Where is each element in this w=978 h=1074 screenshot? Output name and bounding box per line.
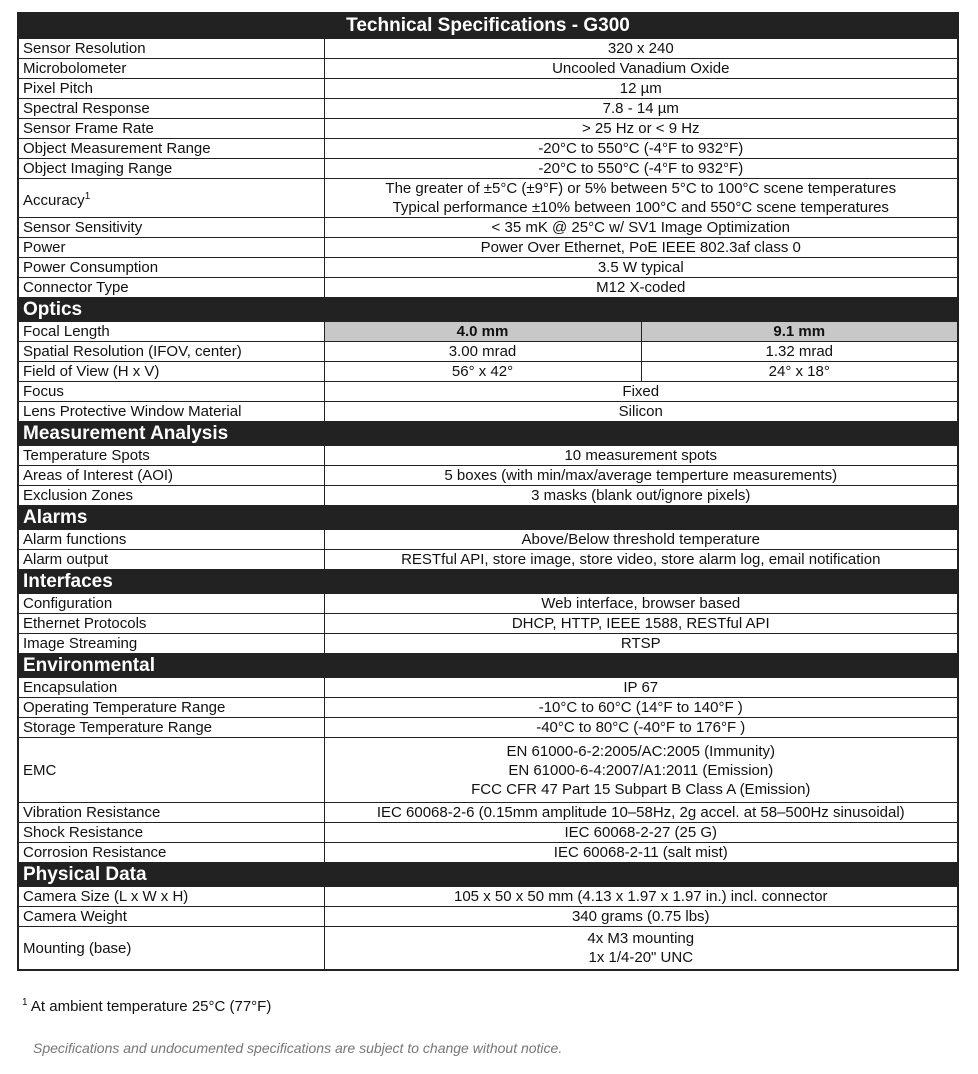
spec-label: Operating Temperature Range (18, 698, 324, 718)
spec-value: -10°C to 60°C (14°F to 140°F ) (324, 698, 958, 718)
spec-label: Camera Size (L x W x H) (18, 887, 324, 907)
spec-label: Lens Protective Window Material (18, 402, 324, 422)
spec-row (18, 258, 958, 278)
spec-row (18, 39, 958, 59)
spec-row (18, 530, 958, 550)
spec-table (17, 12, 959, 971)
spec-label: Mounting (base) (18, 927, 324, 971)
spec-value: Uncooled Vanadium Oxide (324, 59, 958, 79)
spec-row (18, 79, 958, 99)
spec-value: Power Over Ethernet, PoE IEEE 802.3af class 0 (324, 238, 958, 258)
spec-label: Sensor Resolution (18, 39, 324, 59)
spec-value: 5 boxes (with min/max/average temperture measurements) (324, 466, 958, 486)
spec-row (18, 362, 958, 382)
spec-label: Object Imaging Range (18, 159, 324, 179)
spec-value: Silicon (324, 402, 958, 422)
spec-row (18, 634, 958, 654)
spec-label: Image Streaming (18, 634, 324, 654)
title-row (18, 13, 958, 39)
spec-value: IEC 60068-2-27 (25 G) (324, 823, 958, 843)
lens-option-b: 9.1 mm (641, 322, 958, 342)
section-title: Physical Data (18, 863, 958, 887)
spec-label: Encapsulation (18, 678, 324, 698)
section-header-alarms (18, 506, 958, 530)
lens-option-a: 4.0 mm (324, 322, 641, 342)
spec-label: Shock Resistance (18, 823, 324, 843)
spec-value: 10 measurement spots (324, 446, 958, 466)
disclaimer: Specifications and undocumented specifications are subject to change without notice. (33, 1040, 563, 1056)
spec-row (18, 278, 958, 298)
spec-value: < 35 mK @ 25°C w/ SV1 Image Optimization (324, 218, 958, 238)
section-title: Measurement Analysis (18, 422, 958, 446)
spec-row (18, 238, 958, 258)
spec-row (18, 402, 958, 422)
spec-label: Sensor Sensitivity (18, 218, 324, 238)
spec-row (18, 446, 958, 466)
spec-value: Fixed (324, 382, 958, 402)
spec-label: Power Consumption (18, 258, 324, 278)
emc-line-3: FCC CFR 47 Part 15 Subpart B Class A (Emission) (471, 780, 811, 798)
spec-value: 320 x 240 (324, 39, 958, 59)
spec-label: Spatial Resolution (IFOV, center) (18, 342, 324, 362)
spec-value: DHCP, HTTP, IEEE 1588, RESTful API (324, 614, 958, 634)
spec-label: EMC (18, 738, 324, 803)
spec-label: Exclusion Zones (18, 486, 324, 506)
spec-row (18, 342, 958, 362)
spec-label: Vibration Resistance (18, 803, 324, 823)
spec-value: RESTful API, store image, store video, store alarm log, email notification (324, 550, 958, 570)
footnote (22, 997, 271, 1015)
spec-label: Alarm functions (18, 530, 324, 550)
spec-row (18, 99, 958, 119)
accuracy-line-1: The greater of ±5°C (±9°F) or 5% between 5°C to 100°C scene temperatures (385, 180, 897, 197)
section-title: Environmental (18, 654, 958, 678)
spec-value: -40°C to 80°C (-40°F to 176°F ) (324, 718, 958, 738)
spec-row (18, 59, 958, 79)
spec-value: IP 67 (324, 678, 958, 698)
spec-label: Temperature Spots (18, 446, 324, 466)
spec-label: Corrosion Resistance (18, 843, 324, 863)
section-header-environmental (18, 654, 958, 678)
spec-value: Above/Below threshold temperature (324, 530, 958, 550)
spec-row (18, 139, 958, 159)
spec-value: RTSP (324, 634, 958, 654)
section-header-optics (18, 298, 958, 322)
spec-row (18, 698, 958, 718)
mounting-line-1: 4x M3 mounting (587, 930, 695, 947)
spec-label: Power (18, 238, 324, 258)
spec-value: 105 x 50 x 50 mm (4.13 x 1.97 x 1.97 in.) incl. connector (324, 887, 958, 907)
spec-label: Focus (18, 382, 324, 402)
spec-value: 1.32 mrad (641, 342, 958, 362)
spec-value: Web interface, browser based (324, 594, 958, 614)
emc-row (18, 738, 958, 803)
spec-label: Connector Type (18, 278, 324, 298)
spec-label: Field of View (H x V) (18, 362, 324, 382)
spec-value: 340 grams (0.75 lbs) (324, 907, 958, 927)
spec-label: Ethernet Protocols (18, 614, 324, 634)
emc-line-1: EN 61000-6-2:2005/AC:2005 (Immunity) (506, 742, 775, 760)
spec-value: -20°C to 550°C (-4°F to 932°F) (324, 159, 958, 179)
accuracy-row (18, 179, 958, 218)
spec-value: 3 masks (blank out/ignore pixels) (324, 486, 958, 506)
spec-row (18, 594, 958, 614)
spec-label: Storage Temperature Range (18, 718, 324, 738)
section-header-interfaces (18, 570, 958, 594)
spec-value: 56° x 42° (324, 362, 641, 382)
spec-row (18, 322, 958, 342)
spec-row (18, 550, 958, 570)
emc-line-2: EN 61000-6-4:2007/A1:2011 (Emission) (508, 761, 774, 779)
spec-row (18, 614, 958, 634)
spec-value: 3.5 W typical (324, 258, 958, 278)
footnote-text: At ambient temperature 25°C (77°F) (27, 998, 272, 1015)
spec-value: 3.00 mrad (324, 342, 641, 362)
spec-label: Microbolometer (18, 59, 324, 79)
spec-label: Sensor Frame Rate (18, 119, 324, 139)
spec-label: Configuration (18, 594, 324, 614)
spec-row (18, 678, 958, 698)
spec-row (18, 887, 958, 907)
spec-label: Spectral Response (18, 99, 324, 119)
mounting-line-2: 1x 1/4-20" UNC (588, 949, 694, 966)
spec-value: 12 µm (324, 79, 958, 99)
spec-row (18, 382, 958, 402)
spec-row (18, 907, 958, 927)
spec-label: Object Measurement Range (18, 139, 324, 159)
spec-row (18, 823, 958, 843)
spec-row (18, 803, 958, 823)
spec-label: Camera Weight (18, 907, 324, 927)
spec-value: M12 X-coded (324, 278, 958, 298)
emc-value (324, 738, 958, 803)
accuracy-line-2: Typical performance ±10% between 100°C and 550°C scene temperatures (392, 199, 889, 216)
footnote-marker: 1 (22, 997, 28, 1008)
footnote-marker: 1 (84, 190, 91, 202)
spec-label: Areas of Interest (AOI) (18, 466, 324, 486)
spec-label: Pixel Pitch (18, 79, 324, 99)
spec-row (18, 159, 958, 179)
spec-row (18, 486, 958, 506)
spec-value: > 25 Hz or < 9 Hz (324, 119, 958, 139)
spec-value: IEC 60068-2-6 (0.15mm amplitude 10–58Hz, 2g accel. at 58–500Hz sinusoidal) (324, 803, 958, 823)
spec-value: IEC 60068-2-11 (salt mist) (324, 843, 958, 863)
spec-row (18, 843, 958, 863)
spec-row (18, 218, 958, 238)
section-header-measurement (18, 422, 958, 446)
accuracy-label-cell (18, 179, 324, 218)
section-title: Optics (18, 298, 958, 322)
section-title: Interfaces (18, 570, 958, 594)
spec-row (18, 119, 958, 139)
section-title: Alarms (18, 506, 958, 530)
spec-value: 24° x 18° (641, 362, 958, 382)
spec-value: -20°C to 550°C (-4°F to 932°F) (324, 139, 958, 159)
spec-row (18, 466, 958, 486)
table-title: Technical Specifications - G300 (18, 13, 958, 39)
mounting-value (324, 927, 958, 971)
accuracy-label: Accuracy (23, 191, 85, 209)
spec-row (18, 718, 958, 738)
spec-value: 7.8 - 14 µm (324, 99, 958, 119)
spec-label: Alarm output (18, 550, 324, 570)
spec-label: Focal Length (18, 322, 324, 342)
section-header-physical (18, 863, 958, 887)
mounting-row (18, 927, 958, 971)
accuracy-value (324, 179, 958, 218)
